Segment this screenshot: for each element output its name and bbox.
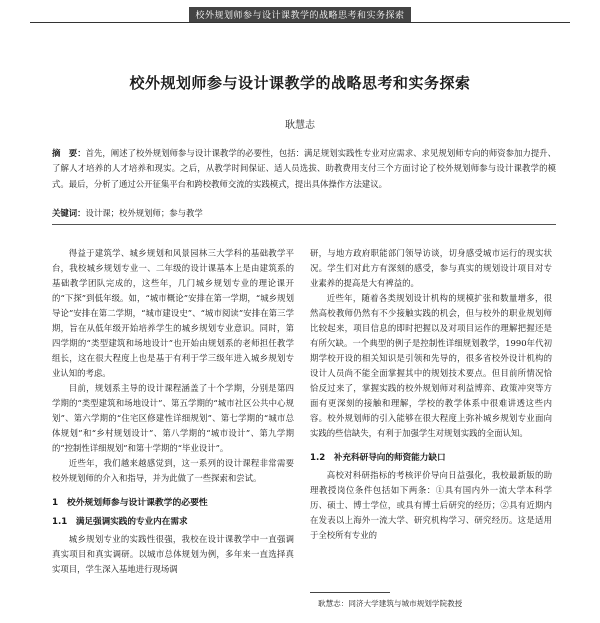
author: 耿慧志 [285,120,315,131]
paragraph: 近些年，我们越来越感觉到，这一系列的设计课程非常需要校外规划师的介入和指导，并为此做了一些探索和尝试。 [52,458,294,483]
abstract-divider [52,224,556,225]
paragraph: 研，与地方政府职能部门领导访谈，切身感受城市运行的现实状况。学生们对此方有深刻的感受，参与真实的规划设计项目对专业素养的提高是大有裨益的。 [310,248,552,288]
abstract-label: 摘 要： [52,148,86,158]
footnote-divider [310,592,390,593]
left-column [52,246,294,577]
keywords-text: 设计课；校外规划师；参与教学 [85,208,203,218]
subsection-heading: 1.1 满足强调实践的专业内在需求 [52,517,188,527]
abstract [52,146,556,192]
right-column [310,246,552,543]
keywords-label: 关键词： [52,208,86,218]
subsection-heading: 1.2 补充科研导向的师资能力缺口 [310,453,446,463]
keywords [52,206,556,220]
paragraph: 得益于建筑学、城乡规划和风景园林三大学科的基础教学平台，我校城乡规划专业一、二年级的设计课基本上是由建筑系的基础教学团队完成的，这些年，几门城乡规划专业的理论课开的“下探”到低年级。如，“城市概论”安排在第一学期，“城乡规划导论”安排在第二学期，“城市建设史”、“城市阅读”安排在第三学期，旨在从低年级开始培养学生的城乡规划专业意识。同时，第四学期的“类型建筑和场地设计”也开始由规划系的老师担任教学组长，这在很大程度上也是基于有利于学三级年进入城乡规划专业认知的考虑。 [52,248,294,378]
paragraph: 高校对科研指标的考核评价导向日益强化，我校最新版的助理教授岗位条件包括如下两条：①具有国内外一流大学本科学历、硕士、博士学位，或具有博士后研究的经历；②具有近期内在发表以上海外一流大学、研究机构学习、研究经历。这是适用于全校所有专业的 [310,470,552,540]
paragraph: 城乡规划专业的实践性很强，我校在设计课教学中一直强调真实项目和真实调研。以城市总体规划为例，多年来一直选择真实项目，学生深入基地进行现场调 [52,534,294,574]
section-heading: 1 校外规划师参与设计课教学的必要性 [52,498,208,508]
running-header [30,6,570,23]
paragraph: 目前，规划系主导的设计课程涵盖了十个学期，分别是第四学期的“类型建筑和场地设计”、第五学期的“城市社区公共中心规划”、第六学期的“住宅区修建性详细规划”、第七学期的“城市总体规划”和“乡村规划设计”、第八学期的“城市设计”、第九学期的“控制性详细规划”和第十学期的“毕业设计”。 [52,383,294,453]
paragraph: 近些年，随着各类规划设计机构的规模扩张和数量增多，很然高校教师仍然有不少接触实践的机会，但与校外的职业规划师比较起来，项目信息的即时把握以及对项目运作的理解把握还是有所欠缺。一个典型的例子是控制性详细规划教学，1990年代初期学校开设的相关知识是引领和先导的，很多省校外设计机构的设计人员尚不能全面掌握其中的规划技术要点。但目前所情况恰恰反过来了，掌握实践的校外规划师对利益博弈、政策冲突等方面有更深刻的接触和理解，学校的教学体系中很难讲透这些内容。校外规划师的引入能够在很大程度上弥补城乡规划专业面向实践的些信缺失，有利于加强学生对规划实践的全面认知。 [310,293,552,438]
abstract-text: 首先，阐述了校外规划师参与设计课教学的必要性，包括：满足规划实践性专业对应需求、求见规划师专向的师资参加力提升、了解人才培养的人才培养和现实。之后，从教学时间保证、适人员选拔、助教费用支付三个方面讨论了校外规划师参与设计课教学的模式。最后，分析了通过公开征集平台和跨校教师交流的实践模式，提出具体操作方法建议。 [52,148,557,189]
running-title: 校外规划师参与设计课教学的战略思考和实务探索 [189,7,410,22]
paper-title: 校外规划师参与设计课教学的战略思考和实务探索 [129,74,471,92]
author-footnote: 耿慧志：同济大学建筑与城市规划学院教授 [318,599,463,608]
